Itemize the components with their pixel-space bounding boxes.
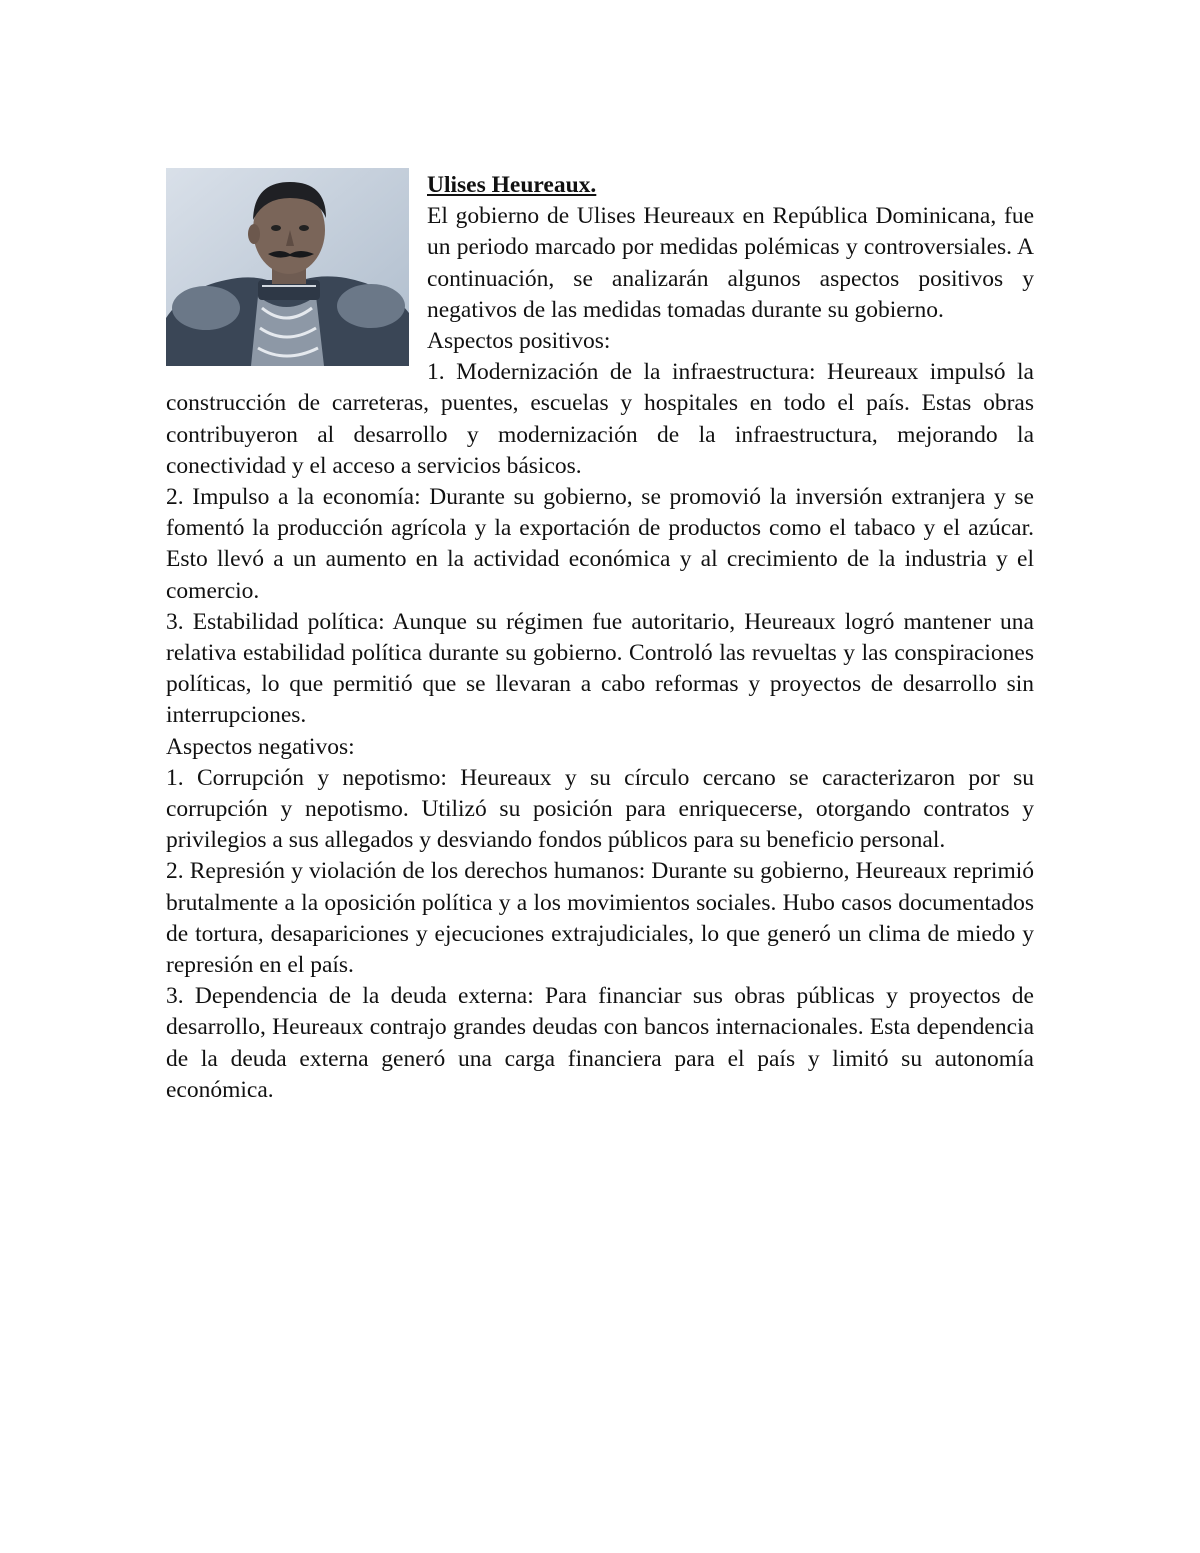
positive-heading: Aspectos positivos: — [427, 328, 611, 355]
portrait-spacer — [166, 170, 427, 388]
negative-item-3: 3. Dependencia de la deuda externa: Para financiar sus obras públicas y proyectos de desarrollo, Heureaux contrajo grandes deudas con bancos internacionales. Esta dependencia de la deuda externa generó una carga financiera para el país y limitó su autonomía económica. — [166, 983, 1034, 1103]
document-title: Ulises Heureaux. — [427, 172, 597, 198]
positive-item-3: 3. Estabilidad política: Aunque su régimen fue autoritario, Heureaux logró mantener una relativa estabilidad política durante su gobierno. Controló las revueltas y las conspiraciones políticas, lo que permitió que se llevaran a cabo reformas y proyectos de desarrollo sin interrupciones. — [166, 608, 1034, 729]
document-body — [166, 170, 1034, 1106]
positive-item-2: 2. Impulso a la economía: Durante su gobierno, se promovió la inversión extranjera y se fomentó la producción agrícola y la exportación de productos como el tabaco y el azúcar. Esto llevó a un aumento en la actividad económica y al crecimiento de la industria y el comercio. — [166, 484, 1034, 604]
negative-item-2: 2. Represión y violación de los derechos humanos: Durante su gobierno, Heureaux reprimió brutalmente a la oposición política y a los movimientos sociales. Hubo casos documentados de tortura, desapariciones y ejecuciones extrajudiciales, lo que generó un clima de miedo y represión en el país. — [166, 858, 1034, 979]
positive-item-1: 1. Modernización de la infraestructura: Heureaux impulsó la construcción de carreteras, puentes, escuelas y hospitales en todo el país. Estas obras contribuyeron al desarrollo y modernización de la infraestructura, mejorando la conectividad y el acceso a servicios básicos. — [166, 359, 1034, 479]
negative-item-1: 1. Corrupción y nepotismo: Heureaux y su círculo cercano se caracterizaron por su corrupción y nepotismo. Utilizó su posición para enriquecerse, otorgando contratos y privilegios a sus allegados y desviando fondos públicos para su beneficio personal. — [166, 764, 1034, 854]
intro-paragraph: El gobierno de Ulises Heureaux en República Dominicana, fue un periodo marcado por medidas polémicas y controversiales. A continuación, se analizarán algunos aspectos positivos y negativos de las medidas tomadas durante su gobierno. — [427, 203, 1034, 323]
negative-heading: Aspectos negativos: — [166, 733, 355, 760]
